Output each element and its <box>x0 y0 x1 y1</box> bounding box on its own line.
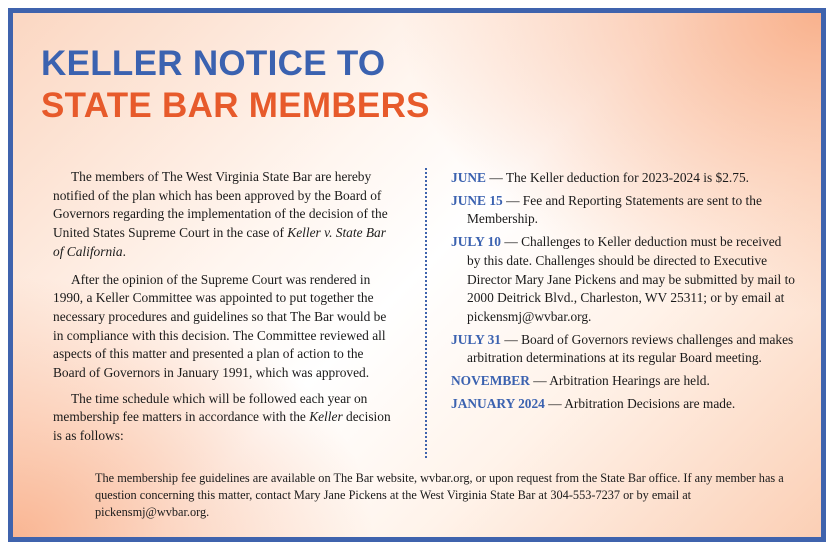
schedule-entry-july-31 <box>451 331 795 368</box>
schedule-text: — Board of Governors reviews challenges and makes arbitration determinations at its regular Board meeting. <box>467 331 794 366</box>
schedule-entry-june <box>451 169 795 188</box>
schedule-text: — Fee and Reporting Statements are sent to the Membership. <box>467 192 762 227</box>
intro-paragraph-3-text: The time schedule which will be followed each year on membership fee matters in accordance with the <box>53 390 368 425</box>
schedule-date: JUNE 15 <box>451 192 503 208</box>
schedule-text: — Arbitration Hearings are held. <box>529 373 710 389</box>
schedule-entry-july-10 <box>451 233 795 327</box>
schedule-date: JANUARY 2024 <box>451 395 545 411</box>
footer-note: The membership fee guidelines are available on The Bar website, wvbar.org, or upon request from the State Bar office. If any member has a question concerning this matter, contact Mary Jane Pickens at the West Virginia State Bar at 304-553-7237 or by email at pickensmj@wvbar.org. <box>95 471 784 519</box>
keller-italic: Keller <box>309 409 343 425</box>
intro-paragraph-3 <box>53 390 391 446</box>
title-line-1: KELLER NOTICE TO <box>41 44 386 83</box>
schedule-date: JULY 10 <box>451 234 501 250</box>
schedule-entry-november <box>451 372 795 391</box>
schedule-entry-january-2024 <box>451 395 795 414</box>
schedule-entry-june-15 <box>451 192 795 229</box>
schedule-text: — Arbitration Decisions are made. <box>544 395 736 411</box>
schedule-column <box>451 169 795 417</box>
intro-column <box>53 168 391 455</box>
intro-paragraph-3-end: decision is as follows: <box>53 409 391 444</box>
case-name: Keller v. State Bar of California <box>53 225 386 259</box>
title-line-2: STATE BAR MEMBERS <box>41 86 430 125</box>
schedule-date: JUNE <box>451 170 486 185</box>
schedule-text: — The Keller deduction for 2023-2024 is $2.75. <box>485 170 750 185</box>
page-title <box>41 43 430 127</box>
schedule-text: — Challenges to Keller deduction must be received by this date. Challenges should be directed to Executive Director Mary Jane Pickens and may be submitted by mail to 2000 Deitrick Blvd., Charleston, WV 25311; or by email at pickensmj@wvbar.org. <box>467 234 795 324</box>
intro-paragraph-1-end: . <box>122 243 126 259</box>
intro-paragraph-1 <box>53 168 391 262</box>
intro-paragraph-2: After the opinion of the Supreme Court was rendered in 1990, a Keller Committee was appointed to put together the necessary procedures and guidelines so that The Bar would be in compliance with this decision. The Committee reviewed all aspects of this matter and presented a plan of action to the Board of Governors in January 1991, which was approved. <box>53 271 387 381</box>
schedule-date: NOVEMBER <box>451 373 530 389</box>
schedule-date: JULY 31 <box>451 331 501 347</box>
notice-frame <box>8 8 826 542</box>
intro-paragraph-1-text: The members of The West Virginia State Bar are hereby notified of the plan which has been approved by the Board of Governors regarding the implementation of the decision of the United States Supreme Court in the case of <box>53 169 388 241</box>
dotted-divider <box>425 168 427 458</box>
